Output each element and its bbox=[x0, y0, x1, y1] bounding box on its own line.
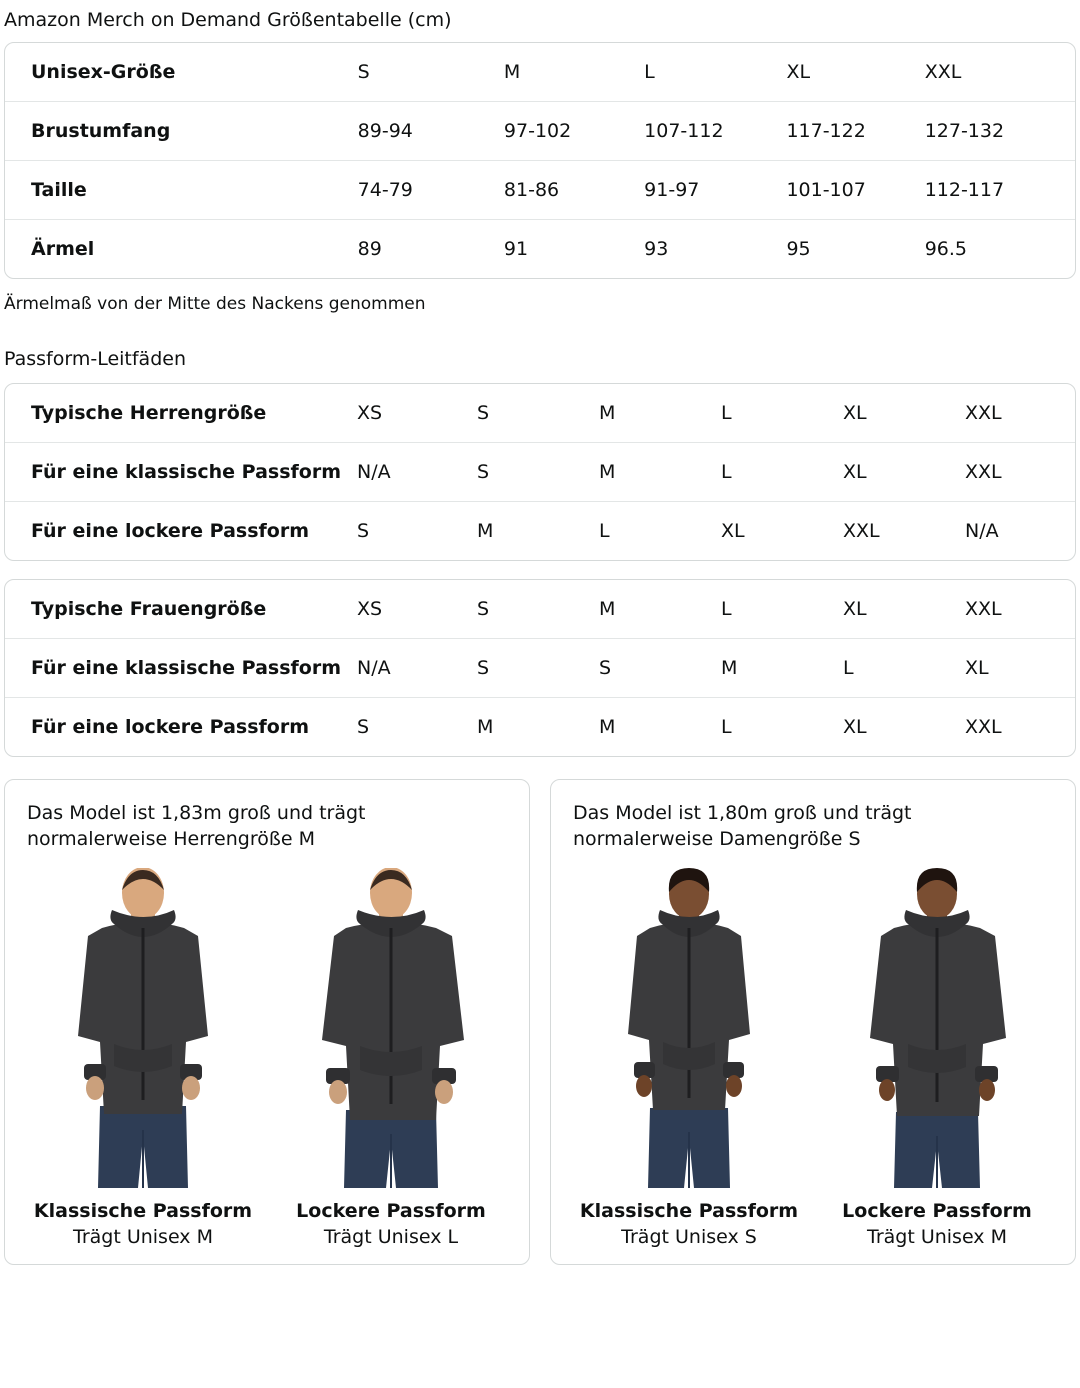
table-row bbox=[5, 161, 1075, 220]
cell: XXL bbox=[965, 443, 1076, 502]
row-label: Ärmel bbox=[5, 220, 358, 279]
cell: 97-102 bbox=[504, 102, 644, 161]
cell: L bbox=[843, 639, 965, 698]
cell: N/A bbox=[965, 502, 1076, 561]
row-label: Typische Herrengröße bbox=[31, 402, 267, 424]
cell: XS bbox=[357, 402, 383, 424]
fit-wears: Trägt Unisex M bbox=[867, 1226, 1007, 1248]
cell: N/A bbox=[357, 443, 477, 502]
womens-fit-table-card bbox=[4, 579, 1076, 757]
cell: M bbox=[599, 402, 616, 424]
cell: XS bbox=[357, 598, 383, 620]
mens-fit-table-card bbox=[4, 383, 1076, 561]
cell: XL bbox=[965, 639, 1076, 698]
row-label: Für eine klassische Passform bbox=[5, 639, 357, 698]
model-caption: Das Model ist 1,80m groß und trägt normalerweise Damengröße S bbox=[573, 802, 912, 850]
cell: L bbox=[599, 502, 721, 561]
table-row bbox=[5, 43, 1075, 102]
cell: 93 bbox=[644, 220, 786, 279]
cell: M bbox=[477, 698, 599, 757]
cell: M bbox=[503, 61, 521, 83]
fit-wears: Trägt Unisex L bbox=[323, 1226, 459, 1248]
cell: 101-107 bbox=[786, 161, 924, 220]
male-model-card bbox=[4, 779, 530, 1265]
cell: XL bbox=[721, 502, 843, 561]
mens-fit-table bbox=[5, 384, 1076, 560]
size-table-card bbox=[4, 42, 1076, 279]
row-label: Taille bbox=[5, 161, 358, 220]
cell: 89-94 bbox=[358, 102, 504, 161]
row-label: Für eine klassische Passform bbox=[5, 443, 357, 502]
table-row bbox=[5, 639, 1076, 698]
cell: 81-86 bbox=[504, 161, 644, 220]
cell: 95 bbox=[786, 220, 924, 279]
fit-wears: Trägt Unisex M bbox=[73, 1226, 213, 1248]
table-row bbox=[5, 220, 1075, 279]
cell: XL bbox=[843, 598, 867, 620]
fit-name: Lockere Passform bbox=[296, 1200, 486, 1222]
cell: M bbox=[599, 698, 721, 757]
row-label: Für eine lockere Passform bbox=[5, 502, 357, 561]
cell: XL bbox=[843, 402, 867, 424]
table-row bbox=[5, 580, 1076, 639]
model-figure bbox=[573, 868, 805, 1250]
cell: M bbox=[599, 598, 616, 620]
male-relaxed-fit-illustration bbox=[286, 868, 496, 1188]
cell: 91 bbox=[504, 220, 644, 279]
cell: S bbox=[477, 443, 599, 502]
female-relaxed-fit-illustration bbox=[832, 868, 1042, 1188]
cell: 112-117 bbox=[925, 161, 1075, 220]
cell: XXL bbox=[843, 502, 965, 561]
fit-name: Lockere Passform bbox=[842, 1200, 1032, 1222]
cell: 96.5 bbox=[925, 220, 1075, 279]
table-row bbox=[5, 384, 1076, 443]
cell: L bbox=[721, 698, 843, 757]
cell: S bbox=[599, 639, 721, 698]
cell: XXL bbox=[965, 598, 1002, 620]
row-label: Typische Frauengröße bbox=[31, 598, 267, 620]
page-title: Amazon Merch on Demand Größentabelle (cm) bbox=[4, 9, 452, 31]
sleeve-measurement-note: Ärmelmaß von der Mitte des Nackens genommen bbox=[4, 294, 426, 314]
cell: N/A bbox=[357, 639, 477, 698]
table-row bbox=[5, 443, 1076, 502]
model-cards-row bbox=[4, 779, 1076, 1265]
cell: S bbox=[477, 402, 490, 424]
fit-name: Klassische Passform bbox=[33, 1200, 253, 1222]
cell: L bbox=[721, 402, 732, 424]
cell: S bbox=[357, 502, 477, 561]
cell: L bbox=[721, 443, 843, 502]
cell: XXL bbox=[965, 402, 1002, 424]
table-row bbox=[5, 502, 1076, 561]
cell: S bbox=[477, 598, 490, 620]
model-caption: Das Model ist 1,83m groß und trägt normalerweise Herrengröße M bbox=[27, 802, 366, 850]
cell: XL bbox=[843, 443, 965, 502]
cell: XL bbox=[786, 61, 811, 83]
female-model-card bbox=[550, 779, 1076, 1265]
cell: XXL bbox=[965, 698, 1076, 757]
cell: L bbox=[644, 61, 655, 83]
cell: XL bbox=[843, 698, 965, 757]
fit-guides-label: Passform-Leitfäden bbox=[4, 348, 186, 370]
fit-wears: Trägt Unisex S bbox=[621, 1226, 757, 1248]
fit-name: Klassische Passform bbox=[579, 1200, 799, 1222]
cell: 91-97 bbox=[644, 161, 786, 220]
model-figure bbox=[821, 868, 1053, 1250]
cell: S bbox=[357, 61, 370, 83]
row-label: Brustumfang bbox=[5, 102, 358, 161]
table-row bbox=[5, 102, 1075, 161]
womens-fit-table bbox=[5, 580, 1076, 756]
cell: 74-79 bbox=[358, 161, 504, 220]
cell: L bbox=[721, 598, 732, 620]
cell: 89 bbox=[358, 220, 504, 279]
row-label: Für eine lockere Passform bbox=[5, 698, 357, 757]
table-row bbox=[5, 698, 1076, 757]
size-table bbox=[5, 43, 1075, 278]
cell: M bbox=[477, 502, 599, 561]
cell: 127-132 bbox=[925, 102, 1075, 161]
cell: S bbox=[357, 698, 477, 757]
model-figure bbox=[27, 868, 259, 1250]
cell: 117-122 bbox=[786, 102, 924, 161]
male-classic-fit-illustration bbox=[38, 868, 248, 1188]
female-classic-fit-illustration bbox=[584, 868, 794, 1188]
cell: M bbox=[721, 639, 843, 698]
cell: XXL bbox=[924, 61, 962, 83]
cell: M bbox=[599, 443, 721, 502]
cell: 107-112 bbox=[644, 102, 786, 161]
cell: S bbox=[477, 639, 599, 698]
row-label: Unisex-Größe bbox=[31, 61, 176, 83]
model-figure bbox=[275, 868, 507, 1250]
